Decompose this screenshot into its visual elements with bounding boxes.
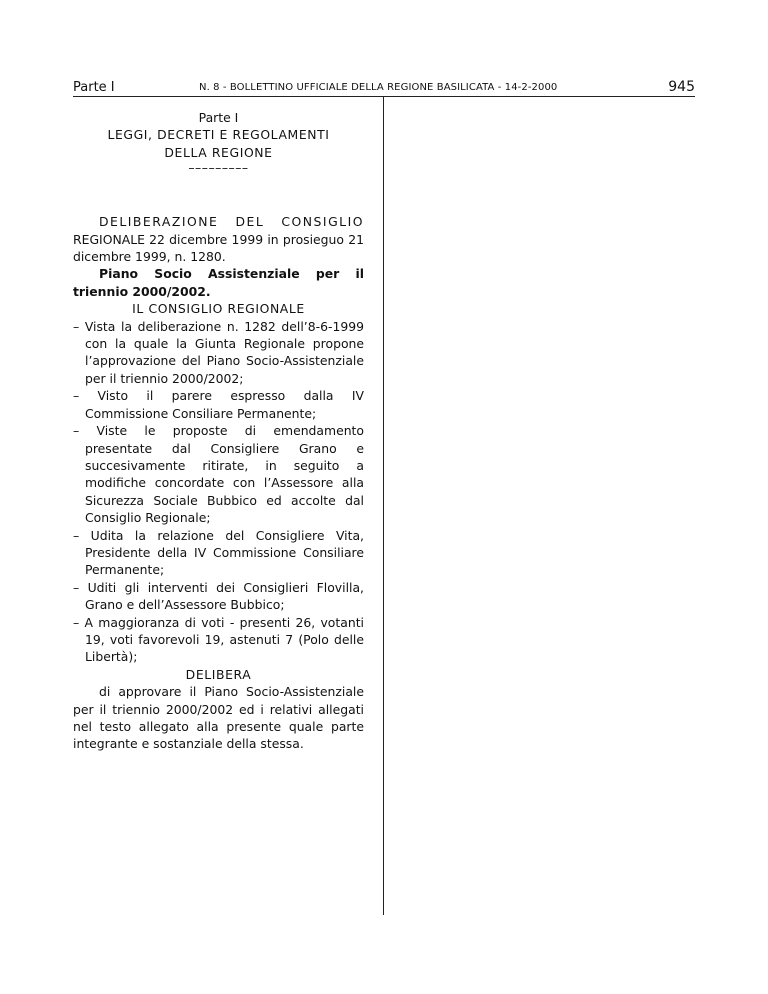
running-header-part: Parte I — [73, 80, 115, 95]
running-header-title: N. 8 - BOLLETTINO UFFICIALE DELLA REGIONE BASILICATA - 14-2-2000 — [199, 82, 558, 93]
page-number: 945 — [668, 79, 695, 95]
list-item: – Uditi gli interventi dei Consiglieri Flovilla, Grano e dell’Assessore Bubbico; — [73, 579, 364, 613]
section-separator: ––––––––– — [188, 160, 249, 176]
council-heading: IL CONSIGLIO REGIONALE — [132, 301, 305, 317]
section-title-line2: DELLA REGIONE — [164, 144, 273, 160]
delibera-heading: DELIBERA — [185, 666, 252, 682]
deliberation-heading-spaced: DELIBERAZIONE DEL CONSIGLIO — [99, 214, 364, 230]
spacer — [73, 175, 364, 213]
list-item: – Visto il parere espresso dalla IV Commissione Consiliare Permanente; — [73, 388, 364, 421]
list-item: – Vista la deliberazione n. 1282 dell’8-6-1999 con la quale la Giunta Regionale propone l’approvazione del Piano Socio-Assistenziale per il triennio 2000/2002; — [73, 318, 364, 386]
section-title-line1: LEGGI, DECRETI E REGOLAMENTI — [107, 127, 330, 143]
column-divider — [383, 96, 384, 915]
list-item: – A maggioranza di voti - presenti 26, votanti 19, voti favorevoli 19, astenuti 7 (Polo delle Libertà); — [73, 614, 364, 665]
list-item: – Viste le proposte di emendamento presentate dal Consigliere Grano e succesivamente ritirate, in seguito a modifiche concordate con l’Assessore alla Sicurezza Sociale Bubbico ed accolte dal Consiglio Regionale; — [73, 423, 364, 526]
section-part: Parte I — [198, 110, 239, 125]
deliberation-subject: Piano Socio Assistenziale per il triennio 2000/2002. — [73, 266, 364, 299]
left-column — [73, 109, 364, 753]
list-item: – Udita la relazione del Consigliere Vita, Presidente della IV Commissione Consiliare Permanente; — [73, 527, 364, 578]
deliberation-heading-rest: REGIONALE 22 dicembre 1999 in prosieguo 21 dicembre 1999, n. 1280. — [73, 231, 364, 265]
header-rule — [73, 96, 695, 97]
resolution-text: di approvare il Piano Socio-Assistenziale per il triennio 2000/2002 ed i relativi allegati nel testo allegato alla presente quale parte integrante e sostanziale della stessa. — [73, 684, 364, 752]
deliberation-heading — [73, 213, 364, 265]
